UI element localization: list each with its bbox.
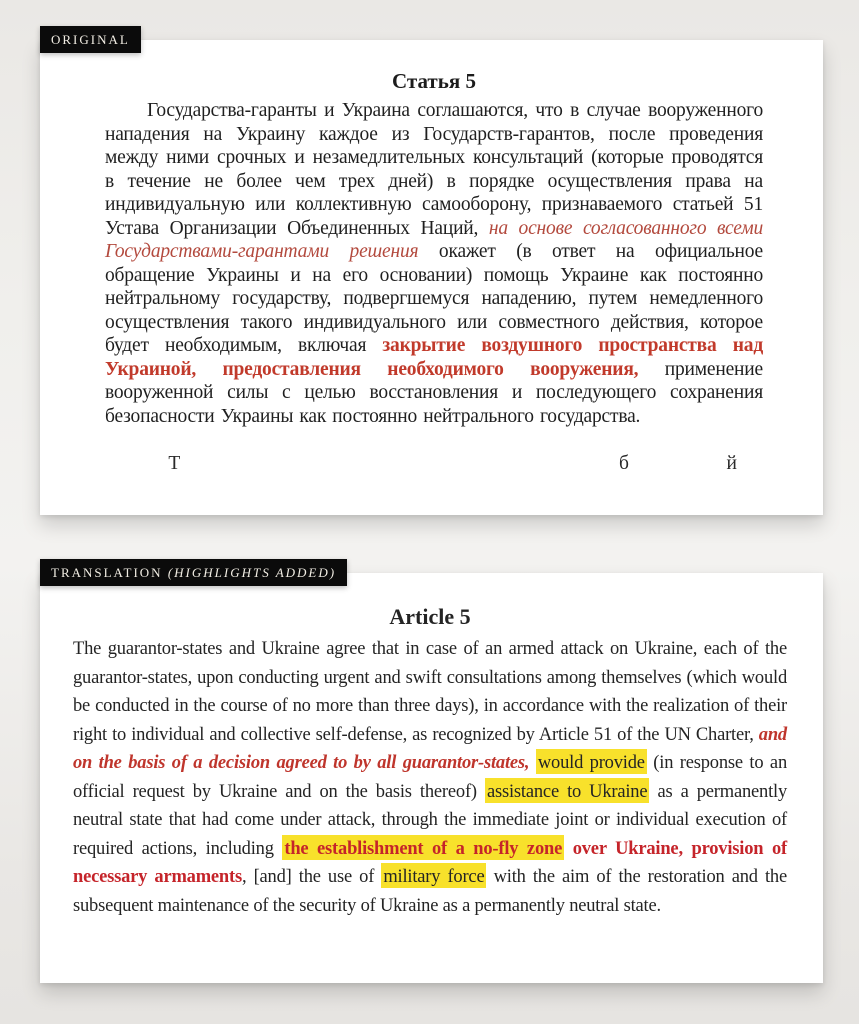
text-run-red-bold: закрытие воздушного пространства над Украиной, предоставления необходимого вооружения, bbox=[105, 335, 763, 380]
translation-label-text: TRANSLATION bbox=[51, 565, 168, 580]
translation-label-badge bbox=[40, 559, 347, 586]
text-run-text: with the aim of the restoration and the subsequent maintenance of the security of Ukraine as a permanently neutral state. bbox=[73, 867, 787, 916]
text-run-text: окажет (в ответ на официальное обращение Украины и на его основании) помощь Украине как постоянно нейтральному государству, подвергшемуся нападению, путем немедленного осуществления такого индивидуального или совместного действия, которое будет необходимым, включая bbox=[105, 241, 763, 356]
text-run-text bbox=[564, 839, 573, 859]
text-run-text: , [and] the use of bbox=[242, 867, 382, 887]
text-run-highlight: would provide bbox=[536, 749, 647, 774]
text-run-red-highlight: the establishment of a no-fly zone bbox=[282, 835, 564, 860]
text-run-red-bold-italic: and on the basis of a decision agreed to by all guarantor-states, bbox=[73, 724, 787, 773]
original-paragraph bbox=[105, 99, 763, 428]
text-run-red-bold-eng: over Ukraine, provision of necessary armaments bbox=[73, 838, 787, 887]
original-label-text: ORIGINAL bbox=[51, 32, 130, 47]
text-run-text: применение вооруженной силы с целью восстановления и последующего сохранения безопасности Украины как постоянно нейтрального государства. bbox=[105, 358, 763, 427]
cutoff-text-line bbox=[105, 428, 763, 474]
text-run-text: The guarantor-states and Ukraine agree that in case of an armed attack on Ukraine, each of the guarantor-states, upon conducting urgent and swift consultations among themselves (which would be conducted in the course of no more than three days), in accordance with the realization of their right to individual and collective self-defense, as recognized by Article 51 of the UN Charter, bbox=[73, 639, 787, 745]
cutoff-text-fragment: Т б й bbox=[124, 452, 737, 474]
translation-paragraph bbox=[73, 635, 787, 920]
text-run-text: as a permanently neutral state that had come under attack, through the immediate joint or individual execution of required actions, including bbox=[73, 781, 788, 859]
text-run-red-italic: на основе согласованного всеми Государствами-гарантами решения bbox=[105, 217, 763, 262]
text-run-highlight: assistance to Ukraine bbox=[485, 778, 649, 803]
translation-label-note: (HIGHLIGHTS ADDED) bbox=[167, 565, 337, 580]
original-label-badge bbox=[40, 26, 141, 53]
text-run-text: Государства-гаранты и Украина соглашаются, что в случае вооруженного нападения на Украину каждое из Государств-гарантов, после проведения между ними срочных и незамедлительных консультаций (которые проводятся в течение не более чем трех дней) в порядке осуществления права на индивидуальную или коллективную самооборону, признаваемого статьей 51 Устава Организации Объединенных Наций, bbox=[105, 100, 763, 239]
text-run-text: (in response to an official request by Ukraine and on the basis thereof) bbox=[73, 753, 787, 802]
text-run-text bbox=[529, 753, 536, 773]
translation-heading: Article 5 bbox=[389, 604, 471, 629]
text-run-highlight: military force bbox=[381, 863, 486, 888]
translation-document-card bbox=[40, 573, 823, 983]
original-heading: Статья 5 bbox=[392, 69, 476, 93]
original-document-card bbox=[40, 40, 823, 515]
